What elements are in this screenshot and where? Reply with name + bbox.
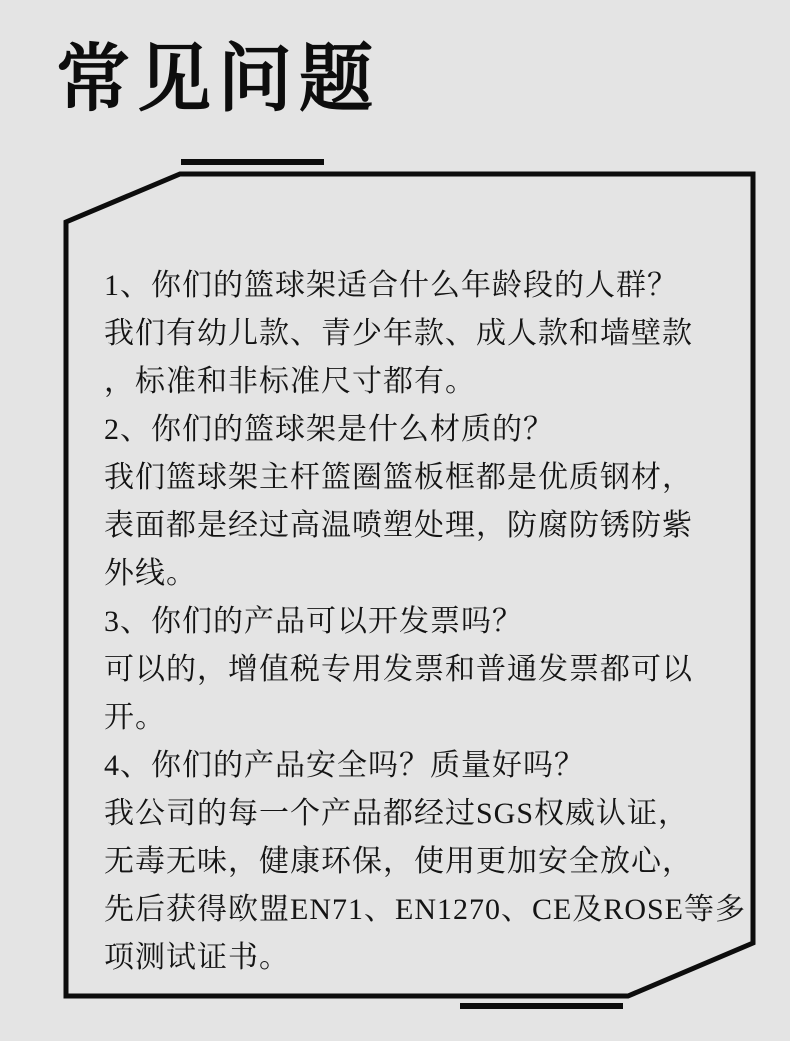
faq-answer-line: ，标准和非标准尺寸都有。 xyxy=(104,365,476,398)
faq-content xyxy=(104,262,744,982)
faq-answer-line: 表面都是经过高温喷塑处理，防腐防锈防紫 xyxy=(104,509,693,542)
faq-question: 1、你们的篮球架适合什么年龄段的人群？ xyxy=(104,269,678,302)
page-title: 常见问题 xyxy=(56,39,380,121)
faq-question: 4、你们的产品安全吗？质量好吗？ xyxy=(104,749,585,782)
faq-question: 2、你们的篮球架是什么材质的？ xyxy=(104,413,554,446)
faq-answer-line: 我公司的每一个产品都经过SGS权威认证， xyxy=(104,797,690,830)
faq-answer-line: 无毒无味，健康环保，使用更加安全放心， xyxy=(104,845,693,878)
faq-question: 3、你们的产品可以开发票吗？ xyxy=(104,605,523,638)
faq-answer-line: 我们篮球架主杆篮圈篮板框都是优质钢材， xyxy=(104,461,693,494)
faq-answer-line: 开。 xyxy=(104,701,166,734)
faq-answer-line: 先后获得欧盟EN71、EN1270、CE及ROSE等多 xyxy=(104,893,746,926)
faq-answer-line: 可以的，增值税专用发票和普通发票都可以 xyxy=(104,653,693,686)
faq-answer-line: 项测试证书。 xyxy=(104,941,290,974)
faq-answer-line: 外线。 xyxy=(104,557,197,590)
faq-answer-line: 我们有幼儿款、青少年款、成人款和墙壁款 xyxy=(104,317,693,350)
